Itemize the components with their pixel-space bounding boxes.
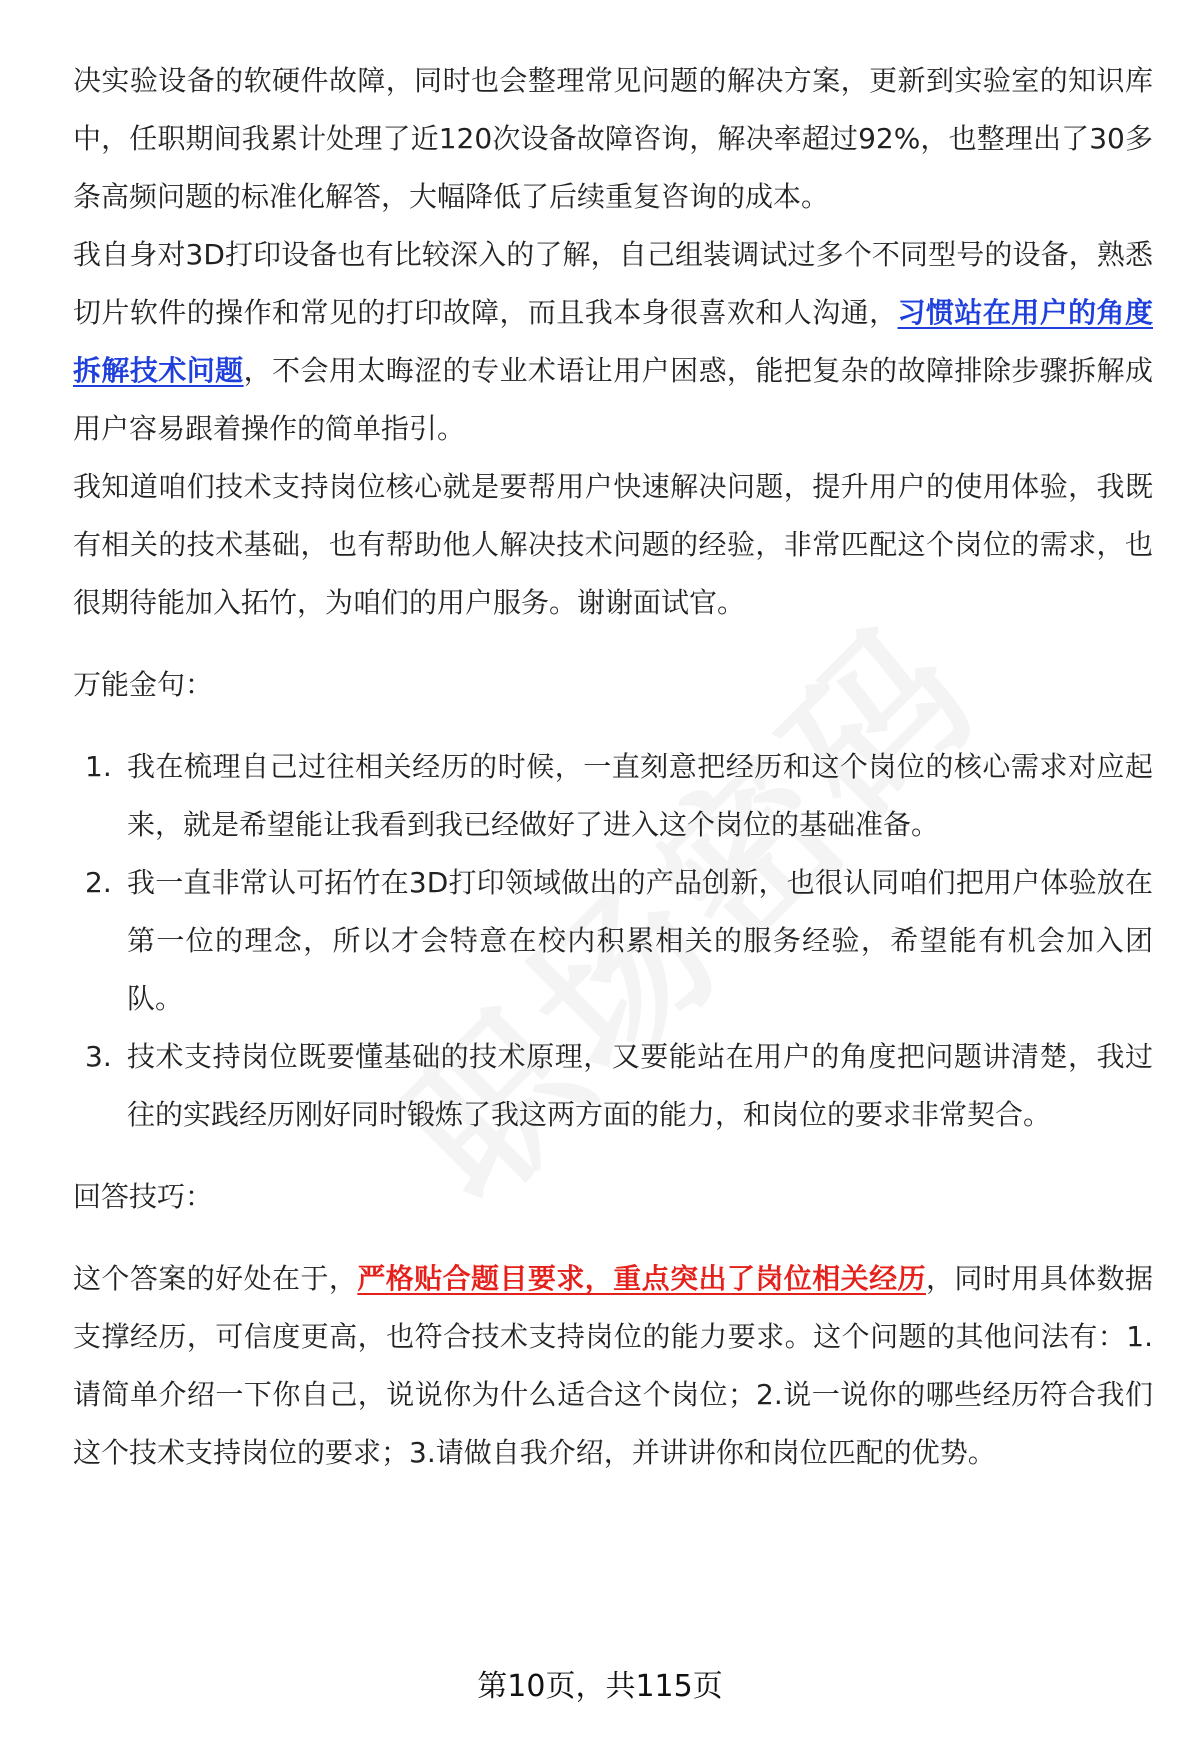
list-item-number: 3. <box>85 1040 112 1073</box>
list-item-number: 1. <box>85 750 112 783</box>
list-item <box>73 1028 1153 1144</box>
blue-highlight-phrase: 习惯站在用户的角度拆解技术问题 <box>73 296 1153 387</box>
answer-tips-heading: 回答技巧： <box>73 1180 214 1213</box>
paragraph-text: 我知道咱们技术支持岗位核心就是要帮用户快速解决问题，提升用户的使用体验，我既有相关的技术基础，也有帮助他人解决技术问题的经验，非常匹配这个岗位的需求，也很期待能加入拓竹，为咱们的用户服务。谢谢面试官。 <box>73 470 1153 619</box>
list-item-text: 我在梳理自己过往相关经历的时候，一直刻意把经历和这个岗位的核心需求对应起来，就是希望能让我看到我已经做好了进入这个岗位的基础准备。 <box>127 750 1153 841</box>
paragraph-answer-tips <box>73 1250 1153 1482</box>
paragraph-text: 我自身对3D打印设备也有比较深入的了解，自己组装调试过多个不同型号的设备，熟悉切片软件的操作和常见的打印故障，而且我本身很喜欢和人沟通， <box>73 238 1153 329</box>
paragraph-text: ，同时用具体数据支撑经历，可信度更高，也符合技术支持岗位的能力要求。这个问题的其他问法有：1.请简单介绍一下你自己，说说你为什么适合这个岗位；2.说一说你的哪些经历符合我们这个技术支持岗位的要求；3.请做自我介绍，并讲讲你和岗位匹配的优势。 <box>73 1262 1153 1469</box>
list-item-number: 2. <box>85 866 112 899</box>
paragraph-3d-printing-knowledge <box>73 226 1153 458</box>
page-number-footer: 第10页，共115页 <box>477 1669 723 1704</box>
paragraph-experience-continued <box>73 52 1153 226</box>
list-item-text: 技术支持岗位既要懂基础的技术原理，又要能站在用户的角度把问题讲清楚，我过往的实践经历刚好同时锻炼了我这两方面的能力，和岗位的要求非常契合。 <box>127 1040 1153 1131</box>
paragraph-text: 决实验设备的软硬件故障，同时也会整理常见问题的解决方案，更新到实验室的知识库中，任职期间我累计处理了近120次设备故障咨询，解决率超过92%，也整理出了30多条高频问题的标准化解答，大幅降低了后续重复咨询的成本。 <box>73 64 1153 213</box>
list-item <box>73 854 1153 1028</box>
red-highlight-phrase: 严格贴合题目要求，重点突出了岗位相关经历 <box>357 1262 926 1295</box>
paragraph-text: 这个答案的好处在于， <box>73 1262 358 1295</box>
paragraph-text: ，不会用太晦涩的专业术语让用户困惑，能把复杂的故障排除步骤拆解成用户容易跟着操作的简单指引。 <box>73 354 1153 445</box>
list-item <box>73 738 1153 854</box>
golden-sentences-heading: 万能金句： <box>73 668 214 701</box>
paragraph-job-match <box>73 458 1153 632</box>
list-item-text: 我一直非常认可拓竹在3D打印领域做出的产品创新，也很认同咱们把用户体验放在第一位的理念，所以才会特意在校内积累相关的服务经验，希望能有机会加入团队。 <box>127 866 1153 1015</box>
golden-sentences-list <box>73 738 1153 1144</box>
document-body <box>73 52 1153 1482</box>
